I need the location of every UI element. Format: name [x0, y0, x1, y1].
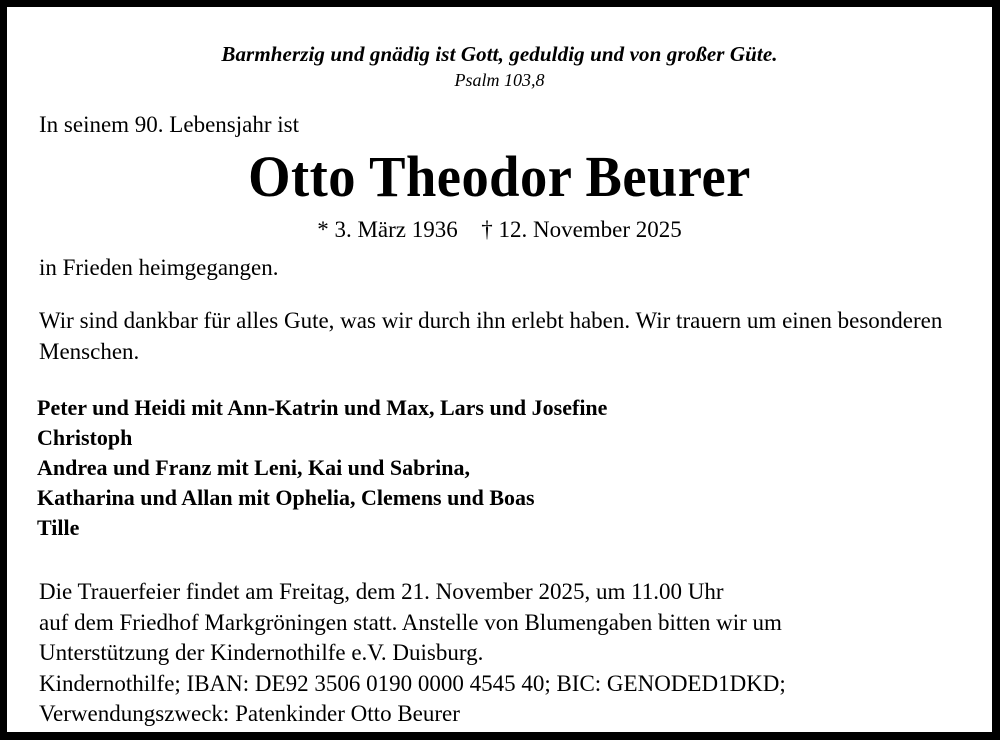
- obituary-sheet: [7, 7, 992, 732]
- service-line: Unterstützung der Kindernothilfe e.V. Duisburg.: [39, 640, 484, 665]
- service-line: Kindernothilfe; IBAN: DE92 3506 0190 0000 4545 40; BIC: GENODED1DKD;: [39, 670, 786, 696]
- mourner-line: Andrea und Franz mit Leni, Kai und Sabrina,: [37, 455, 470, 480]
- outro-line: in Frieden heimgegangen.: [39, 255, 279, 280]
- gratitude-paragraph: Wir sind dankbar für alles Gute, was wir durch ihn erlebt haben. Wir trauern um einen besonderen Menschen.: [39, 308, 943, 364]
- death-date: 12. November 2025: [498, 217, 682, 242]
- deceased-name: Otto Theodor Beurer: [248, 144, 751, 209]
- mourners-list: [37, 393, 966, 543]
- life-dates: [33, 215, 966, 245]
- mourner-line: Katharina und Allan mit Ophelia, Clemens und Boas: [37, 485, 535, 510]
- birth-date: 3. März 1936: [334, 217, 458, 242]
- service-line: Verwendungszweck: Patenkinder Otto Beurer: [39, 701, 460, 726]
- mourner-line: Tille: [37, 515, 80, 540]
- epigraph-source: Psalm 103,8: [454, 70, 545, 90]
- service-information: [39, 577, 966, 730]
- epigraph: [33, 7, 966, 92]
- mourner-line: Christoph: [37, 425, 133, 450]
- birth-symbol-icon: *: [317, 217, 329, 242]
- mourner-line: Peter und Heidi mit Ann-Katrin und Max, Lars und Josefine: [37, 395, 608, 420]
- intro-line: In seinem 90. Lebensjahr ist: [39, 112, 299, 137]
- service-line: auf dem Friedhof Markgröningen statt. Anstelle von Blumengaben bitten wir um: [39, 609, 782, 635]
- cross-symbol-icon: †: [481, 217, 493, 242]
- service-line: Die Trauerfeier findet am Freitag, dem 21. November 2025, um 11.00 Uhr: [39, 579, 724, 604]
- epigraph-verse: Barmherzig und gnädig ist Gott, geduldig und von großer Güte.: [221, 42, 778, 66]
